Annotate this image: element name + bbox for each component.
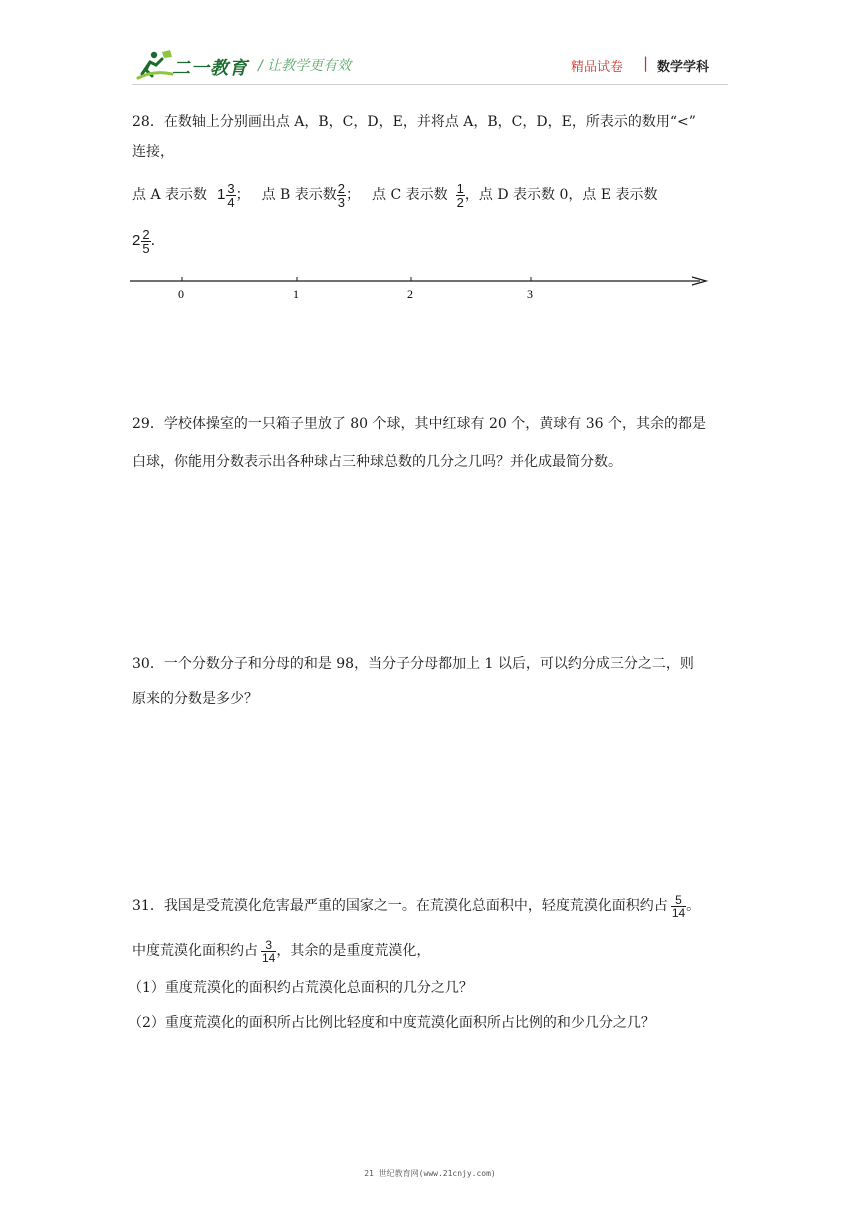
header-separator: |	[643, 54, 649, 72]
q28-a-fraction: $\frac{3}{4}$	[227, 180, 235, 210]
q28-b-label: 点 B 表示数	[261, 187, 337, 203]
q28-line2: 连接，	[132, 144, 174, 160]
logo-text: 二一教育	[172, 58, 248, 79]
q28-e-fraction: $\frac{2}{5}$	[142, 226, 150, 256]
q31-fraction-light: $\frac{5}{14}$	[671, 892, 686, 920]
header-tag-subject: 数学学科	[657, 60, 710, 75]
q31-line2	[132, 929, 430, 973]
tick-label-2: 2	[407, 287, 413, 301]
q28-a-whole: 1	[217, 186, 226, 203]
q31-line2-end: ，其余的是重度荒漠化，	[276, 943, 431, 959]
q31-line1-text: 31．我国是受荒漠化危害最严重的国家之一。在荒漠化总面积中，轻度荒漠化面积约占	[132, 898, 668, 914]
q28-semicolon-1: ；	[235, 187, 250, 203]
q28-a-label: 点 A 表示数	[132, 187, 208, 203]
q30-line1: 30．一个分数分子和分母的和是 98，当分子分母都加上 1 以后，可以约分成三分之二，则	[132, 656, 694, 672]
q29-line1: 29．学校体操室的一只箱子里放了 80 个球，其中红球有 20 个，黄球有 36 个，其余的都是	[132, 416, 706, 432]
tick-label-0: 0	[178, 287, 184, 301]
q28-semicolon-2: ；	[346, 187, 361, 203]
q28-d-text: ，点 D 表示数 0，点 E 表示数	[464, 187, 658, 203]
q28-c-label: 点 C 表示数	[372, 187, 448, 203]
q28-line1: 28．在数轴上分别画出点 A，B，C，D，E，并将点 A，B，C，D，E，所表示的数用“<”	[132, 114, 696, 130]
q31-fraction-medium: $\frac{3}{14}$	[262, 937, 276, 965]
q28-e-row	[132, 220, 155, 262]
slogan: / 让教学更有效	[258, 58, 352, 74]
number-line	[128, 270, 718, 310]
q28-b-fraction: $\frac{2}{3}$	[337, 180, 346, 210]
q28-e-value	[132, 228, 151, 255]
q31-line1	[132, 884, 700, 928]
q28-e-whole: 2	[132, 232, 141, 249]
header-tag-premium: 精品试卷	[571, 60, 624, 75]
tick-label-1: 1	[293, 287, 299, 301]
q31-line1-end: 。	[686, 898, 701, 914]
q31-sub1: （1）重度荒漠化的面积约占荒漠化总面积的几分之几？	[128, 980, 473, 996]
q30-line2: 原来的分数是多少？	[132, 691, 258, 707]
q28-values-row	[132, 174, 658, 216]
tick-label-3: 3	[527, 287, 533, 301]
q28-a-value	[217, 182, 236, 209]
header-divider	[132, 84, 728, 85]
footer-source: 21 世纪教育网(www.21cnjy.com)	[364, 1169, 496, 1178]
q31-sub2: （2）重度荒漠化的面积所占比例比轻度和中度荒漠化面积所占比例的和少几分之几？	[128, 1015, 655, 1031]
q28-e-end: .	[150, 233, 156, 249]
q29-line2: 白球，你能用分数表示出各种球占三种球总数的几分之几吗？并化成最简分数。	[132, 454, 622, 470]
q31-line2-text: 中度荒漠化面积约占	[132, 943, 258, 959]
q28-c-fraction: $\frac{1}{2}$	[456, 180, 464, 210]
